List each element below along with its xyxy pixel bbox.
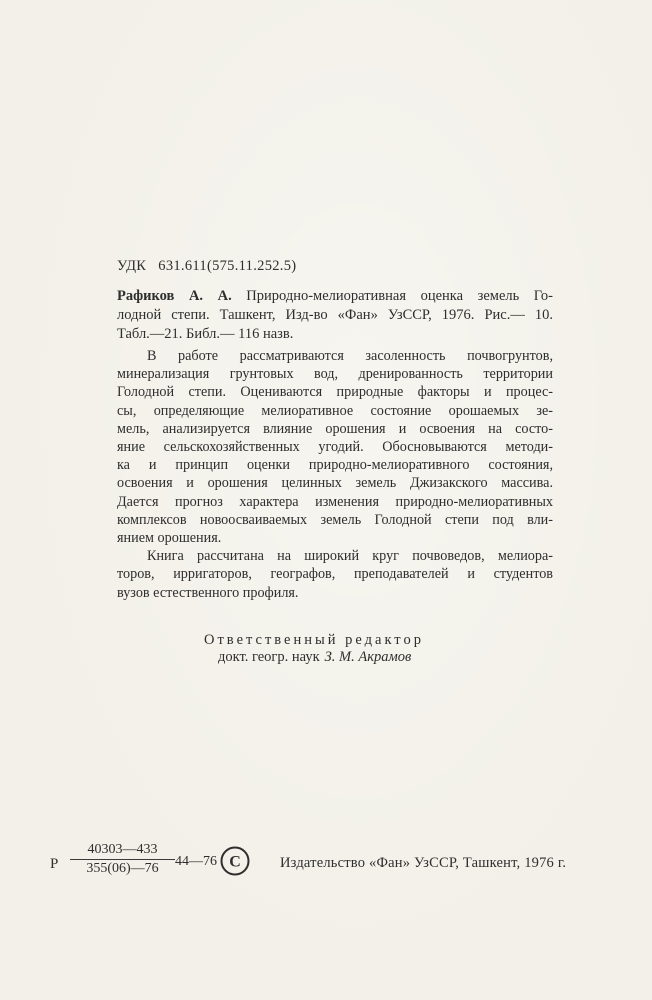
abstract-line: Книга рассчитана на широкий круг почвоведов, мелиора- <box>147 548 553 565</box>
abstract-line: яние сельскохозяйственных угодий. Обосновываются методи- <box>117 439 553 456</box>
abstract-line: сы, определяющие мелиоративное состояние орошаемых зе- <box>117 402 553 419</box>
series-number: 44—76 <box>175 854 217 869</box>
copyright-icon <box>220 846 250 876</box>
abstract-line: минерализация грунтовых вод, дренированность территории <box>117 366 553 383</box>
svg-text:C: C <box>229 853 241 871</box>
biblio-line: лодной степи. Ташкент, Изд-во «Фан» УзССР, 1976. Рис.— 10. <box>117 307 553 323</box>
publisher-line: Издательство «Фан» УзССР, Ташкент, 1976 г. <box>280 855 567 871</box>
author-name: Рафиков А. А. <box>117 288 232 304</box>
abstract-line: комплексов новоосваиваемых земель Голодной степи под вли- <box>117 511 553 528</box>
abstract-line: освоения и орошения целинных земель Джизакского массива. <box>117 475 553 492</box>
biblio-title-text: Природно-мелиоративная оценка земель Го- <box>246 288 553 304</box>
catalog-fraction <box>70 842 175 877</box>
udk-code: 631.611(575.11.252.5) <box>158 258 297 274</box>
abstract-line: вузов естественного профиля. <box>117 584 299 601</box>
imprint-letter: Р <box>50 856 59 872</box>
abstract <box>117 347 553 602</box>
abstract-line: Дается прогноз характера изменения природно-мелиоративных <box>117 493 553 510</box>
editor-name: З. М. Акрамов <box>324 649 412 665</box>
abstract-line: мель, анализируется влияние орошения и освоения на состо- <box>117 420 553 437</box>
abstract-line: янием орошения. <box>117 530 222 547</box>
responsible-editor-heading: Ответственный редактор <box>204 632 424 648</box>
udk-label: УДК <box>117 258 147 274</box>
abstract-line: торов, ирригаторов, географов, преподавателей и студентов <box>117 566 553 583</box>
bibliographic-description <box>117 287 553 344</box>
responsible-editor <box>218 649 411 666</box>
fraction-denominator: 355(06)—76 <box>86 861 159 876</box>
fraction-numerator: 40303—433 <box>70 842 175 860</box>
udk-line <box>117 258 296 275</box>
biblio-line <box>117 287 553 306</box>
abstract-line: В работе рассматриваются засоленность почвогрунтов, <box>147 348 553 364</box>
abstract-line: ка и принцип оценки природно-мелиоративного состояния, <box>117 457 553 474</box>
editor-degree: докт. геогр. наук <box>218 649 320 665</box>
abstract-line: Голодной степи. Оцениваются природные факторы и процес- <box>117 384 553 401</box>
biblio-line: Табл.—21. Библ.— 116 назв. <box>117 326 294 342</box>
publication-imprint <box>50 842 610 887</box>
